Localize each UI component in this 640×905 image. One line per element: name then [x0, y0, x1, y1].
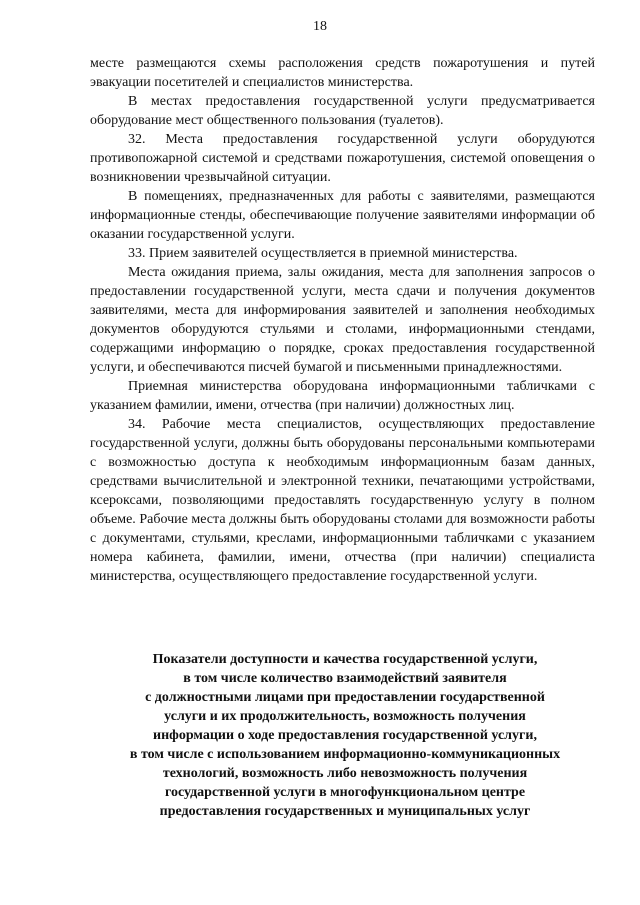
heading-line: предоставления государственных и муниципальных услуг [159, 804, 531, 819]
heading-line: Показатели доступности и качества государственной услуги, [152, 652, 538, 667]
heading-line: государственной услуги в многофункциональном центре [164, 785, 526, 800]
heading-line: услуги и их продолжительность, возможность получения [164, 709, 526, 724]
page-number: 18 [313, 19, 327, 34]
heading-line: технологий, возможность либо невозможность получения [162, 766, 528, 781]
paragraph-1: месте размещаются схемы расположения средств пожаротушения и путей эвакуации посетителей и специалистов министерства. [90, 56, 595, 90]
heading-line: информации о ходе предоставления государственной услуги, [153, 728, 537, 743]
body-text [90, 54, 595, 586]
paragraph-8: 34. Рабочие места специалистов, осуществляющих предоставление государственной услуги, должны быть оборудованы персональными компьютерами с возможностью доступа к необходимым информационным базам данных, средствами вычислительной и электронной техники, печатающими устройствами, ксероксами, позволяющими предоставлять государственную услугу в полном объеме. Рабочие места должны быть оборудованы столами для возможности работы с документами, стульями, креслами, информационными табличками с указанием номера кабинета, фамилии, имени, отчества (при наличии) специалиста министерства, осуществляющего предоставление государственной услуги. [90, 417, 595, 584]
heading-line: в том числе количество взаимодействий заявителя [183, 671, 507, 686]
paragraph-2: В местах предоставления государственной услуги предусматривается оборудование мест общественного пользования (туалетов). [90, 94, 595, 128]
paragraph-7: Приемная министерства оборудована информационными табличками с указанием фамилии, имени, отчества (при наличии) должностных лиц. [90, 379, 595, 413]
paragraph-4: В помещениях, предназначенных для работы с заявителями, размещаются информационные стенды, обеспечивающие получение заявителями информации об оказании государственной услуги. [90, 189, 595, 242]
section-heading [95, 650, 595, 821]
heading-line: с должностными лицами при предоставлении государственной [145, 690, 545, 705]
heading-line: в том числе с использованием информационно-коммуникационных [129, 747, 561, 762]
paragraph-5: 33. Прием заявителей осуществляется в приемной министерства. [128, 246, 518, 261]
paragraph-6: Места ожидания приема, залы ожидания, места для заполнения запросов о предоставлении государственной услуги, места сдачи и получения документов заявителями, места для информирования заявителей и заполнения необходимых документов оборудуются стульями и столами, информационными стендами, содержащими информацию о порядке, сроках предоставления государственной услуги, и обеспечиваются писчей бумагой и письменными принадлежностями. [90, 265, 595, 375]
paragraph-3: 32. Места предоставления государственной услуги оборудуются противопожарной системой и средствами пожаротушения, системой оповещения о возникновении чрезвычайной ситуации. [90, 132, 595, 185]
